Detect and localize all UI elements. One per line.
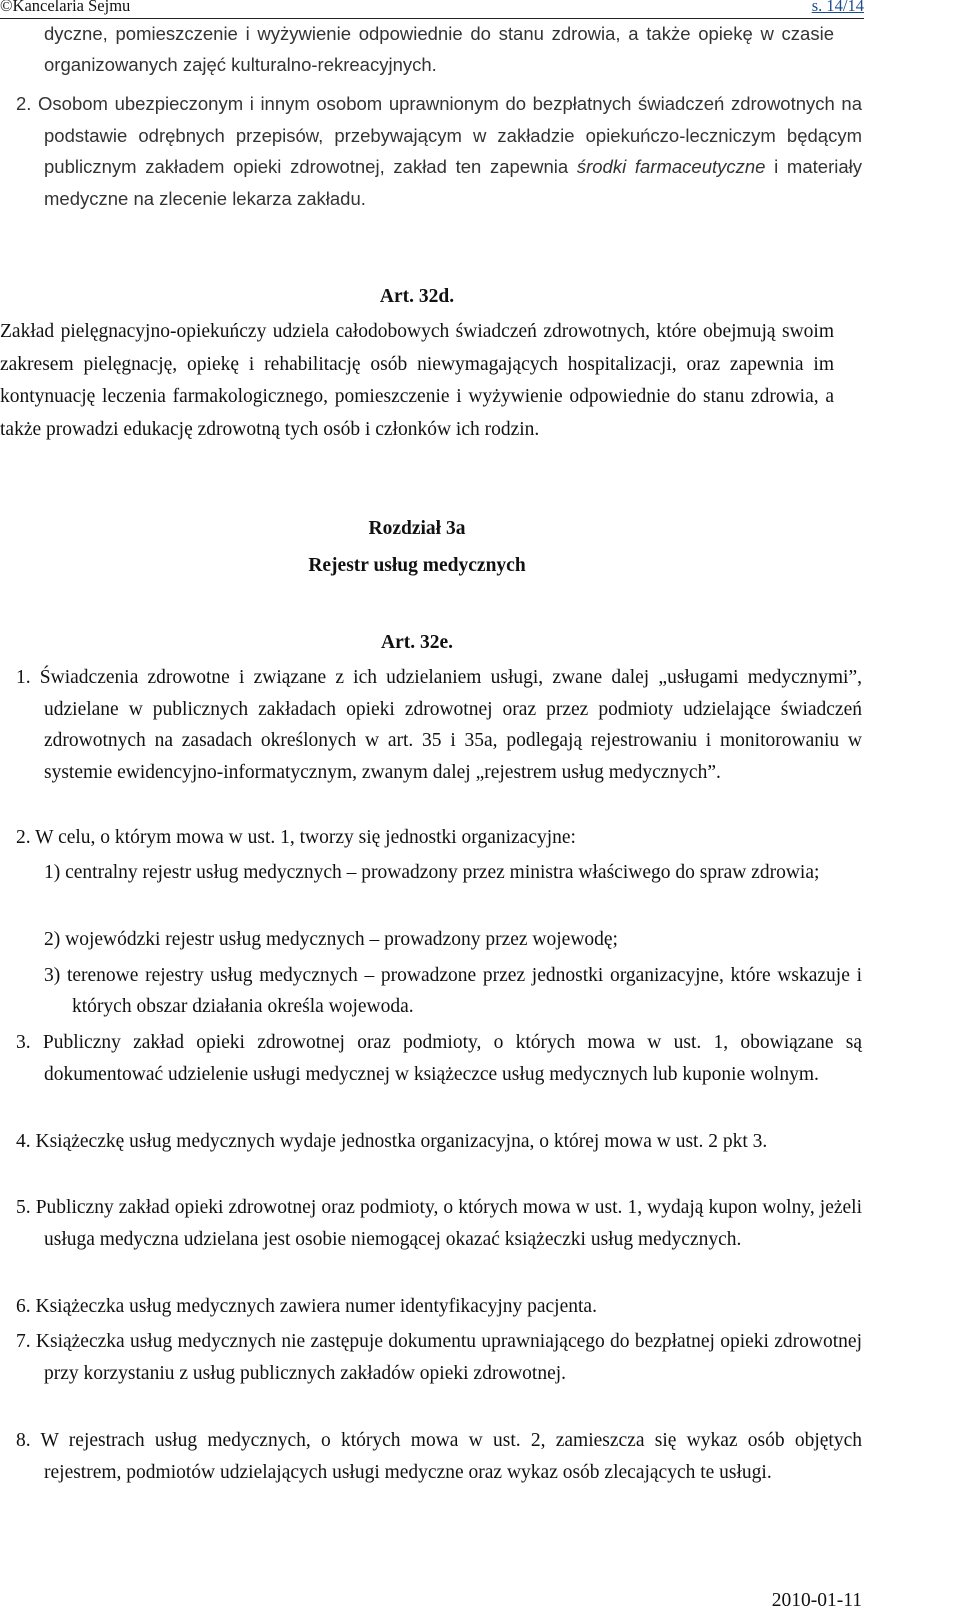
continued-paragraph: dyczne, pomieszczenie i wyżywienie odpowiednie do stanu zdrowia, a także opiekę w czasie organizowanych zajęć kulturalno-rekreacyjnych.: [44, 23, 834, 75]
art-32e-para-6: 6. Książeczka usług medycznych zawiera numer identyfikacyjny pacjenta.: [16, 1296, 597, 1317]
art-32e-para-7: 7. Książeczka usług medycznych nie zastępuje dokumentu uprawniającego do bezpłatnej opieki zdrowotnej przy korzystaniu z usług publicznych zakładów opieki zdrowotnej.: [16, 1331, 862, 1384]
art-32e-para-1: 1. Świadczenia zdrowotne i związane z ich udzielaniem usługi, zwane dalej „usługami medycznymi”, udzielane w publicznych zakładach opieki zdrowotnej oraz przez podmioty udzielające świadczeń zdrowotnych na zasadach określonych w art. 35 i 35a, podlegają rejestrowaniu i monitorowaniu w systemie ewidencyjno-informatycznym, zwanym dalej „rejestrem usług medycznych”.: [16, 667, 862, 783]
paragraph-2-text: Osobom ubezpieczonym i innym osobom uprawnionym do bezpłatnych świadczeń zdrowotnych na podstawie odrębnych przepisów, przebywającym w zakładzie opiekuńczo-leczniczym będącym publicznym zakładem opieki zdrowotnej, zakład ten zapewnia: [38, 93, 862, 177]
chapter-number: Rozdział 3a: [368, 518, 466, 539]
paragraph-2: [16, 88, 862, 214]
page-number-link[interactable]: s. 14/14: [811, 0, 864, 15]
art-32e-para-2: 2. W celu, o którym mowa w ust. 1, tworzy się jednostki organizacyjne:: [16, 827, 576, 848]
art-32d-text: Zakład pielęgnacyjno-opiekuńczy udziela całodobowych świadczeń zdrowotnych, które obejmują swoim zakresem pielęgnację, opiekę i rehabilitację osób niewymagających hospitalizacji, oraz zapewnia im kontynuację leczenia farmakologicznego, pomieszczenie i wyżywienie odpowiednie do stanu zdrowia, a także prowadzi edukację zdrowotną tych osób i członków ich rodzin.: [0, 321, 834, 440]
art-32e-para-3: 3. Publiczny zakład opieki zdrowotnej oraz podmioty, o których mowa w ust. 1, obowiązane są dokumentować udzielenie usługi medycznej w książeczce usług medycznych lub kuponie wolnym.: [16, 1032, 862, 1085]
art-32e-heading: Art. 32e.: [380, 632, 453, 653]
art-32e-item-1: 1) centralny rejestr usług medycznych – prowadzony przez ministra właściwego do spraw zdrowia;: [44, 862, 820, 883]
art-32e-para-5: 5. Publiczny zakład opieki zdrowotnej oraz podmioty, o których mowa w ust. 1, wydają kupon wolny, jeżeli usługa medyczna udzielana jest osobie niemogącej okazać książeczki usług medycznych.: [16, 1197, 862, 1250]
art-32e-para-4: 4. Książeczkę usług medycznych wydaje jednostka organizacyjna, o której mowa w ust. 2 pkt 3.: [16, 1131, 768, 1152]
art-32e-item-3: 3) terenowe rejestry usług medycznych – prowadzone przez jednostki organizacyjne, które wskazuje i których obszar działania określa wojewoda.: [44, 965, 862, 1017]
paragraph-2-italic: środki farmaceutyczne: [576, 156, 766, 177]
paragraph-2-number: 2.: [16, 93, 32, 114]
footer-date: 2010-01-11: [771, 1590, 862, 1611]
art-32d-heading: Art. 32d.: [379, 286, 455, 307]
chapter-title: Rejestr usług medycznych: [308, 555, 526, 576]
art-32e-item-2: 2) wojewódzki rejestr usług medycznych – prowadzony przez wojewodę;: [44, 929, 618, 950]
header-source: ©Kancelaria Sejmu: [0, 0, 131, 15]
art-32e-para-8: 8. W rejestrach usług medycznych, o których mowa w ust. 2, zamieszcza się wykaz osób objętych rejestrem, podmiotów udzielających usługi medyczne oraz wykaz osób zlecających te usługi.: [16, 1430, 862, 1483]
paragraph-2-text-end: i materiały medyczne na zlecenie lekarza zakładu.: [44, 156, 862, 209]
